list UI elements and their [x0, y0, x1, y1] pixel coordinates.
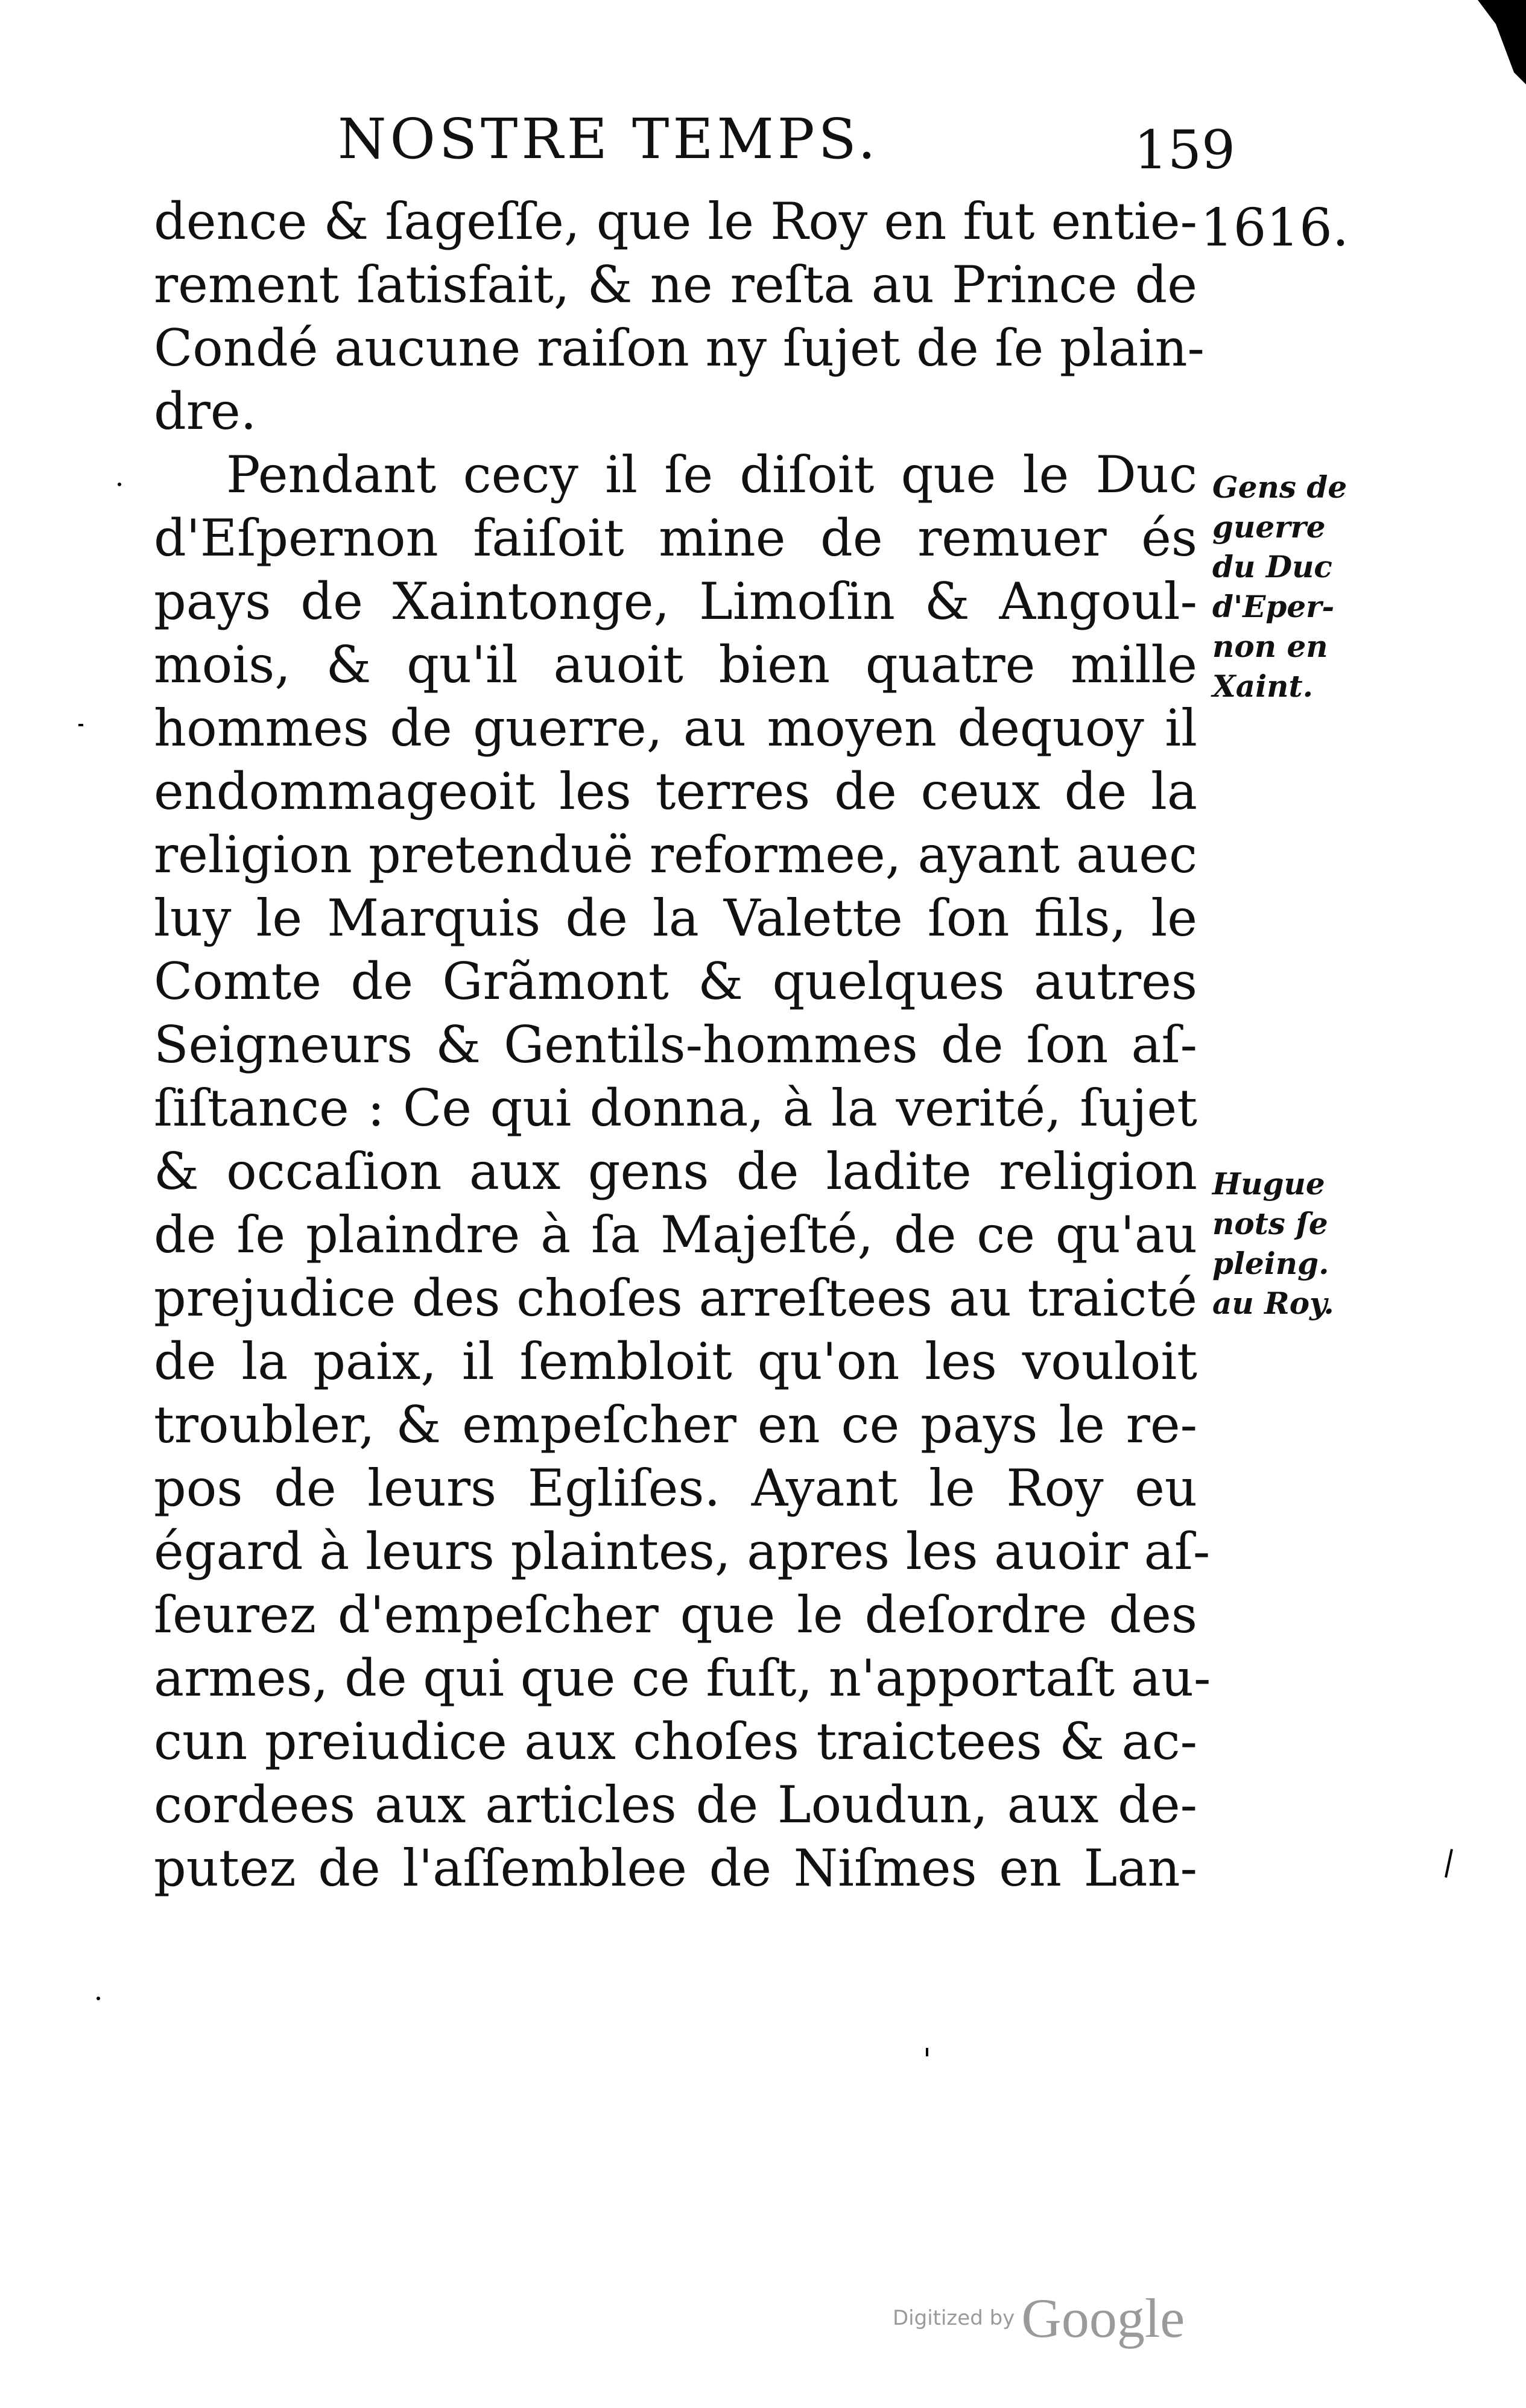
running-head: NOSTRE TEMPS.	[338, 107, 879, 171]
text-line: cordees aux articles de Loudun, aux de-	[154, 1775, 1197, 1834]
text-line: dre.	[154, 382, 257, 441]
margin-note-line: Hugue	[1212, 1166, 1325, 1202]
text-line: putez de l'aſſemblee de Niſmes en Lan-	[154, 1839, 1197, 1898]
body-text	[154, 190, 1211, 1900]
margin-year: 1616.	[1200, 198, 1349, 258]
page-corner-shadow	[1454, 0, 1526, 84]
text-line: Comte de Grãmont & quelques autres	[154, 952, 1197, 1011]
text-line: Seigneurs & Gentils-hommes de ſon aſ-	[154, 1015, 1197, 1074]
margin-note	[1212, 467, 1347, 706]
text-line: armes, de qui que ce fuſt, n'apportaſt au-	[154, 1649, 1211, 1708]
text-line: pos de leurs Egliſes. Ayant le Roy eu	[154, 1459, 1197, 1518]
ink-speck	[97, 1997, 100, 2000]
ink-speck	[926, 2048, 928, 2056]
margin-note-line: pleing.	[1212, 1246, 1329, 1281]
text-line: rement ſatisfait, & ne reſta au Prince de	[154, 255, 1197, 314]
margin-note-line: du Duc	[1212, 549, 1332, 585]
text-line: égard à leurs plaintes, apres les auoir aſ-	[154, 1522, 1211, 1581]
margin-note-line: non en	[1212, 629, 1328, 664]
text-line: religion pretenduë reformee, ayant auec	[154, 825, 1197, 884]
text-line: endommageoit les terres de ceux de la	[154, 762, 1197, 821]
margin-note-line: au Roy.	[1212, 1285, 1334, 1321]
text-line: cun preiudice aux choſes traictees & ac-	[154, 1712, 1197, 1771]
text-line: Condé aucune raiſon ny ſujet de ſe plain-	[154, 318, 1205, 378]
margin-note-line: nots ſe	[1212, 1206, 1328, 1241]
watermark-digitized-label: Digitized by	[893, 2306, 1015, 2330]
margin-note-line: Xaint.	[1212, 668, 1314, 704]
text-line: dence & ſageſſe, que le Roy en fut entie-	[154, 192, 1197, 251]
text-line: ſeurez d'empeſcher que le deſordre des	[154, 1585, 1197, 1644]
ink-speck	[1445, 1849, 1453, 1878]
ink-speck	[78, 724, 83, 726]
text-line: hommes de guerre, au moyen dequoy il	[154, 699, 1197, 758]
margin-note	[1212, 1164, 1334, 1323]
page-number: 159	[1134, 119, 1235, 181]
digitized-by-google-watermark	[893, 2286, 1185, 2350]
google-logo: Google	[1021, 2287, 1185, 2349]
text-line: de la paix, il ſembloit qu'on les vouloit	[154, 1332, 1197, 1391]
text-line: Pendant cecy il ſe diſoit que le Duc	[226, 445, 1197, 504]
text-line: prejudice des choſes arreſtees au traicté	[154, 1269, 1197, 1328]
text-line: mois, & qu'il auoit bien quatre mille	[154, 635, 1197, 694]
margin-note-line: Gens de	[1212, 469, 1347, 505]
margin-note-line: d'Eper-	[1212, 589, 1335, 624]
text-line: & occaſion aux gens de ladite religion	[154, 1142, 1197, 1201]
text-line: troubler, & empeſcher en ce pays le re-	[154, 1395, 1197, 1454]
text-line: ſiſtance : Ce qui donna, à la verité, ſujet	[154, 1079, 1197, 1138]
ink-speck	[118, 483, 121, 486]
text-line: de ſe plaindre à ſa Majeſté, de ce qu'au	[154, 1205, 1197, 1264]
text-line: pays de Xaintonge, Limoſin & Angoul-	[154, 572, 1197, 631]
margin-note-line: guerre	[1212, 509, 1326, 545]
text-line: luy le Marquis de la Valette ſon fils, le	[154, 889, 1197, 948]
text-line: d'Eſpernon faiſoit mine de remuer és	[154, 509, 1197, 568]
